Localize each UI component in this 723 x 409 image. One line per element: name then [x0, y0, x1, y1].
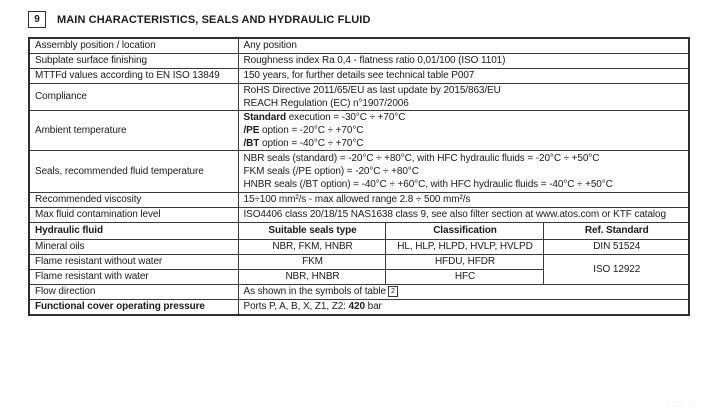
- row-value-subplate: Roughness index Ra 0,4 - flatness ratio 0,01/100 (ISO 1101): [238, 53, 689, 68]
- fluid-seals-flame-with-water: NBR, HNBR: [238, 269, 385, 284]
- fluid-row-flame-resistant-without-water: [29, 254, 689, 269]
- compliance-line-2: REACH Regulation (EC) n°1907/2006: [243, 97, 409, 109]
- fluid-class-flame-with-water: HFC: [385, 269, 543, 284]
- fluid-table-header-row: [29, 222, 689, 239]
- fluid-class-flame-without-water: HFDU, HFDR: [385, 254, 543, 269]
- fluid-label-flame-with-water: Flame resistant with water: [29, 269, 238, 284]
- row-label-ambient-temperature: Ambient temperature: [29, 110, 238, 150]
- table-ref-box: 2: [388, 286, 398, 297]
- section-header: [28, 11, 371, 28]
- table-row: [29, 207, 689, 222]
- fluid-standard-flame-resistant: ISO 12922: [543, 254, 689, 284]
- compliance-line-1: RoHS Directive 2011/65/EU as last update by 2015/863/EU: [243, 84, 501, 96]
- row-value-viscosity: 15÷100 mm²/s - max allowed range 2.8 ÷ 500 mm²/s: [238, 192, 689, 207]
- row-label-cover-pressure: Functional cover operating pressure: [29, 299, 238, 315]
- row-value-cover-pressure: Ports P, A, B, X, Z1, Z2: 420 bar: [238, 299, 689, 315]
- row-label-seals-temperature: Seals, recommended fluid temperature: [29, 150, 238, 192]
- row-label-flow-direction: Flow direction: [29, 284, 238, 299]
- fluid-label-flame-without-water: Flame resistant without water: [29, 254, 238, 269]
- ambient-line-pe: /PE option = -20°C ÷ +70°C: [243, 124, 364, 136]
- row-value-compliance: [238, 83, 689, 110]
- fluid-header-ref-standard: Ref. Standard: [543, 222, 689, 239]
- table-row: [29, 110, 689, 150]
- row-label-subplate: Subplate surface finishing: [29, 53, 238, 68]
- page-title: MAIN CHARACTERISTICS, SEALS AND HYDRAULIC FLUID: [57, 13, 371, 26]
- characteristics-table: [28, 37, 690, 316]
- row-value-contamination: ISO4406 class 20/18/15 NAS1638 class 9, see also filter section at www.atos.com or KTF catalog: [238, 207, 689, 222]
- row-label-compliance: Compliance: [29, 83, 238, 110]
- fluid-header-hydraulic-fluid: Hydraulic fluid: [29, 222, 238, 239]
- fluid-seals-flame-without-water: FKM: [238, 254, 385, 269]
- ambient-line-bt: /BT option = -40°C ÷ +70°C: [243, 137, 364, 149]
- ambient-line-standard: Standard execution = -30°C ÷ +70°C: [243, 111, 406, 123]
- row-label-assembly: Assembly position / location: [29, 38, 238, 53]
- table-row: [29, 299, 689, 315]
- row-label-contamination: Max fluid contamination level: [29, 207, 238, 222]
- page-footer-fragment: · ·· · ··: [667, 400, 695, 406]
- fluid-row-mineral-oils: [29, 239, 689, 254]
- fluid-header-classification: Classification: [385, 222, 543, 239]
- table-row: [29, 192, 689, 207]
- row-value-ambient-temperature: [238, 110, 689, 150]
- section-number-box: 9: [28, 11, 46, 28]
- row-label-mttfd: MTTFd values according to EN ISO 13849: [29, 68, 238, 83]
- table-row: [29, 53, 689, 68]
- row-label-viscosity: Recommended viscosity: [29, 192, 238, 207]
- table-row: [29, 284, 689, 299]
- seals-line-nbr: NBR seals (standard) = -20°C ÷ +80°C, with HFC hydraulic fluids = -20°C ÷ +50°C: [243, 152, 600, 164]
- fluid-class-mineral-oils: HL, HLP, HLPD, HVLP, HVLPD: [385, 239, 543, 254]
- table-row: [29, 150, 689, 192]
- row-value-assembly: Any position: [238, 38, 689, 53]
- row-value-flow-direction: [238, 284, 689, 299]
- fluid-standard-mineral-oils: DIN 51524: [543, 239, 689, 254]
- row-value-mttfd: 150 years, for further details see technical table P007: [238, 68, 689, 83]
- row-value-seals-temperature: [238, 150, 689, 192]
- table-row: [29, 68, 689, 83]
- fluid-header-seals-type: Suitable seals type: [238, 222, 385, 239]
- table-row: [29, 83, 689, 110]
- fluid-label-mineral-oils: Mineral oils: [29, 239, 238, 254]
- cover-pressure-value: 420: [348, 301, 365, 313]
- seals-line-hnbr: HNBR seals (/BT option) = -40°C ÷ +60°C, with HFC hydraulic fluids = -40°C ÷ +50°C: [243, 178, 613, 190]
- fluid-seals-mineral-oils: NBR, FKM, HNBR: [238, 239, 385, 254]
- table-row: [29, 38, 689, 53]
- seals-line-fkm: FKM seals (/PE option) = -20°C ÷ +80°C: [243, 165, 419, 177]
- flow-direction-text: As shown in the symbols of table: [243, 286, 386, 297]
